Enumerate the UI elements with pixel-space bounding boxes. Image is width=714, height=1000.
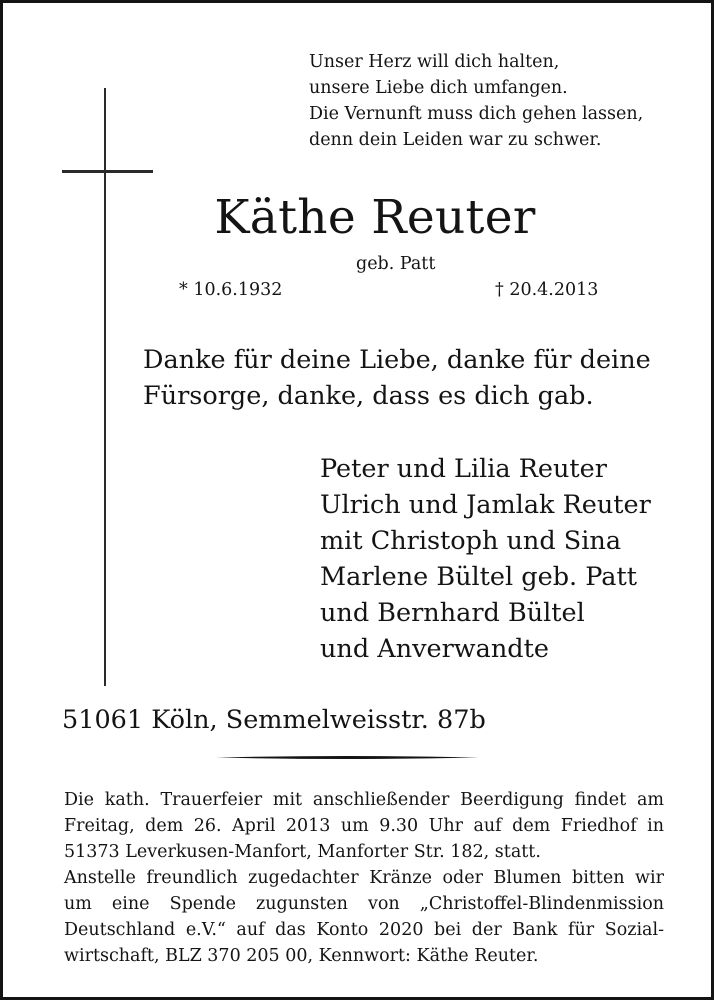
mourners-list	[320, 451, 700, 667]
deceased-name: Käthe Reuter	[214, 190, 536, 245]
funeral-notice	[64, 787, 664, 969]
mourner-line: und Bernhard Bültel	[320, 598, 585, 628]
mourner-line: Ulrich und Jamlak Reuter	[320, 490, 651, 520]
thanks-text	[143, 342, 703, 414]
notice-line: Deutschland e.V.“ auf das Konto 2020 bei der Bank für Sozial-	[64, 920, 664, 940]
mourner-line: Marlene Bültel geb. Patt	[320, 562, 637, 592]
poem-line: Die Vernunft muss dich gehen lassen,	[309, 104, 644, 124]
poem-line: Unser Herz will dich halten,	[309, 52, 560, 72]
maiden-name: geb. Patt	[356, 254, 436, 274]
cross-icon-vertical-beam	[104, 88, 106, 686]
mourner-line: mit Christoph und Sina	[320, 526, 622, 556]
death-date: † 20.4.2013	[495, 280, 599, 300]
notice-line: Die kath. Trauerfeier mit anschließender Beerdigung findet am	[64, 790, 664, 810]
notice-line: Anstelle freundlich zugedachter Kränze oder Blumen bitten wir	[64, 868, 664, 888]
poem	[309, 49, 679, 153]
notice-line: um eine Spende zugunsten von „Christoffel-Blindenmission	[64, 894, 664, 914]
divider-ornament-icon	[216, 755, 479, 760]
poem-line: denn dein Leiden war zu schwer.	[309, 130, 602, 150]
family-address: 51061 Köln, Semmelweisstr. 87b	[62, 705, 486, 735]
mourner-line: Peter und Lilia Reuter	[320, 454, 607, 484]
mourner-line: und Anverwandte	[320, 634, 549, 664]
notice-line: wirtschaft, BLZ 370 205 00, Kennwort: Käthe Reuter.	[64, 946, 539, 966]
thanks-line: Fürsorge, danke, dass es dich gab.	[143, 381, 594, 411]
cross-icon-horizontal-beam	[62, 170, 153, 173]
notice-line: Freitag, dem 26. April 2013 um 9.30 Uhr auf dem Friedhof in	[64, 816, 664, 836]
notice-line: 51373 Leverkusen-Manfort, Manforter Str. 182, statt.	[64, 842, 541, 862]
thanks-line: Danke für deine Liebe, danke für deine	[143, 345, 651, 375]
divider-ornament	[216, 755, 479, 760]
birth-date: * 10.6.1932	[179, 280, 283, 300]
poem-line: unsere Liebe dich umfangen.	[309, 78, 568, 98]
